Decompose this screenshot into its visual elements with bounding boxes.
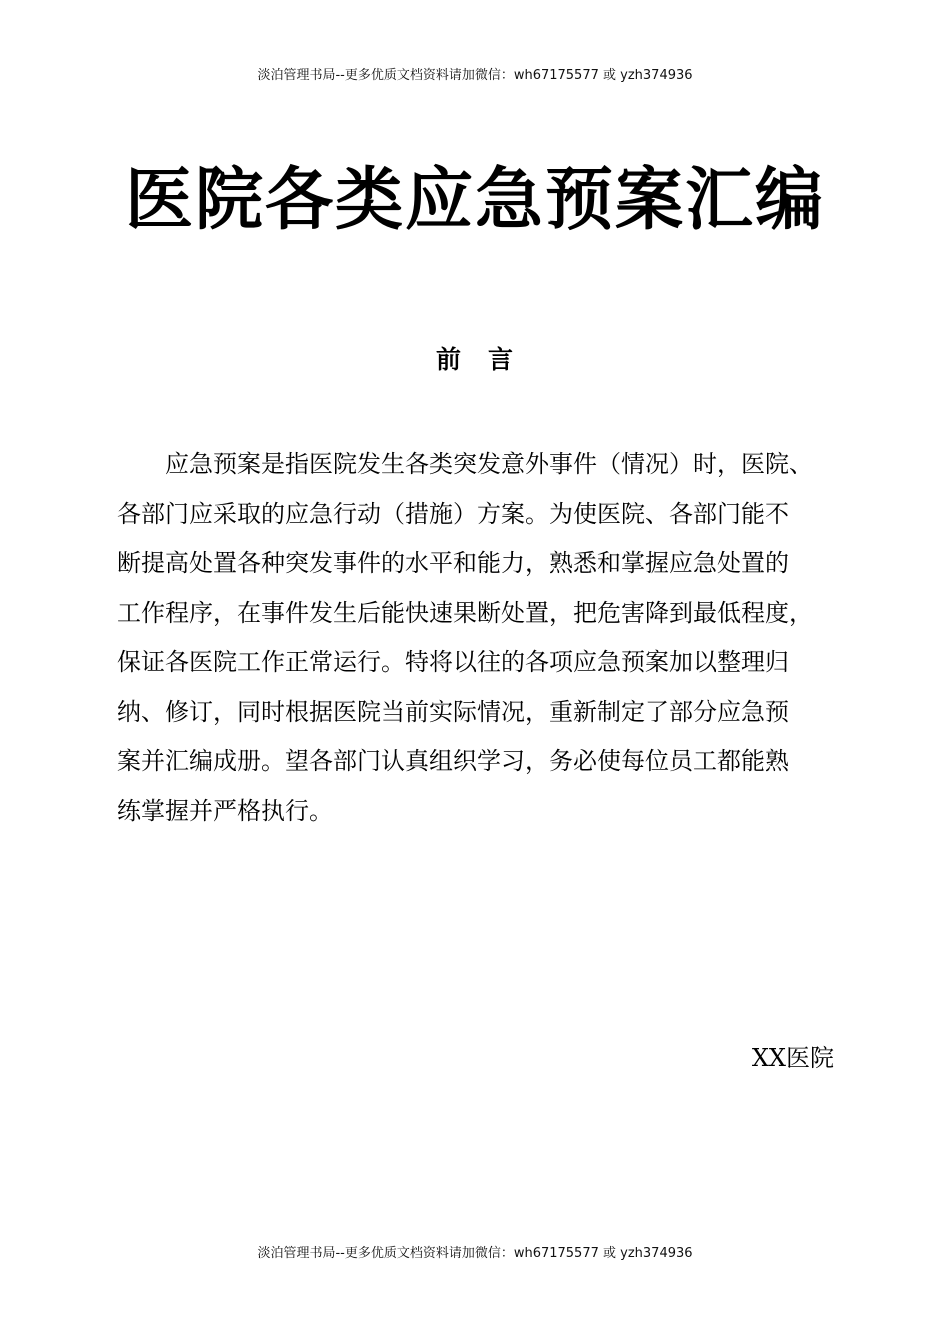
preface-line: 保证各医院工作正常运行。特将以往的各项应急预案加以整理归 [117,648,789,676]
preface-line: 练掌握并严格执行。 [117,796,333,825]
preface-line: 应急预案是指医院发生各类突发意外事件（情况）时，医院、 [165,450,813,478]
preface-line: 纳、修订，同时根据医院当前实际情况，重新制定了部分应急预 [117,697,789,726]
preface-heading: 前 言 [435,345,514,374]
preface-line: 工作程序，在事件发生后能快速果断处置，把危害降到最低程度， [117,598,813,627]
preface-body [117,440,845,836]
footer-note: 淡泊管理书局--更多优质文档资料请加微信：wh67175577 或 yzh374936 [257,1246,693,1261]
document-title: 医院各类应急预案汇编 [124,161,825,240]
signature: XX医院 [751,1044,834,1072]
preface-line: 案并汇编成册。望各部门认真组织学习，务必使每位员工都能熟 [117,747,789,775]
preface-line: 各部门应采取的应急行动（措施）方案。为使医院、各部门能不 [117,499,789,528]
header-note: 淡泊管理书局--更多优质文档资料请加微信：wh67175577 或 yzh374936 [257,68,693,83]
preface-line: 断提高处置各种突发事件的水平和能力，熟悉和掌握应急处置的 [117,549,789,577]
